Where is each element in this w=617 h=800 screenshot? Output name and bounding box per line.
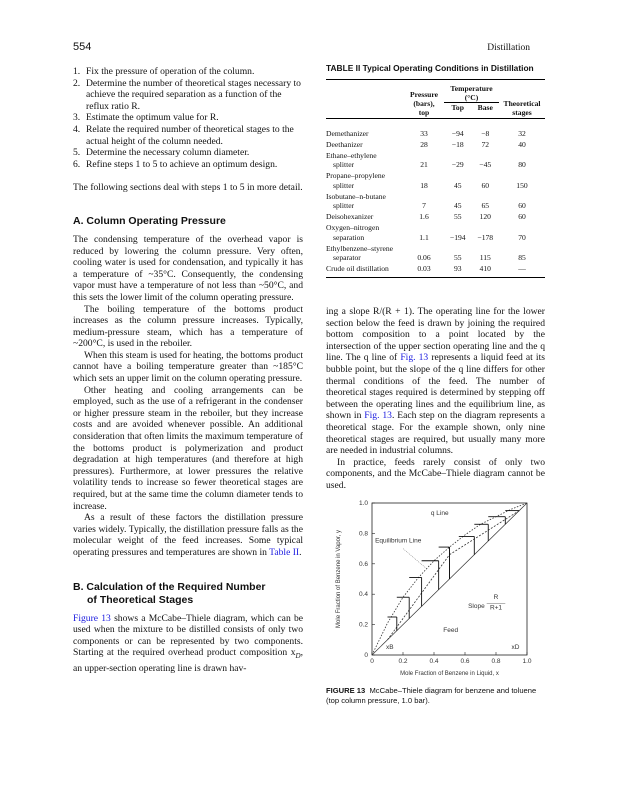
paragraph: When this steam is used for heating, the bottoms product cannot have a boiling temperature greater than ~185°C which sets an upper limit on the column operating pressure. xyxy=(73,349,303,385)
table-row: Ethane–ethylene splitter 21 −29 −45 80 xyxy=(326,151,526,170)
svg-text:0.2: 0.2 xyxy=(398,658,408,665)
col-base: Base xyxy=(477,103,493,113)
list-item: 1. Fix the pressure of operation of the column. xyxy=(73,66,255,77)
svg-text:0.4: 0.4 xyxy=(429,658,439,665)
svg-text:0.8: 0.8 xyxy=(491,658,501,665)
right-column xyxy=(326,306,545,492)
col-pressure: Pressure (bars), top xyxy=(410,90,438,118)
mccabe-thiele-chart xyxy=(330,497,550,677)
figure-13-link[interactable]: Fig. 13 xyxy=(400,352,429,364)
operating-conditions-table xyxy=(326,79,545,278)
table-row: Crude oil distillation 0.03 93 410 — xyxy=(326,262,545,278)
list-item: 4. Relate the required number of theoretical stages to the actual height of the column needed. xyxy=(73,123,294,147)
table-ii-link[interactable]: Table II xyxy=(269,546,300,558)
list-item: 6. Refine steps 1 to 5 to achieve an optimum design. xyxy=(73,158,278,170)
list-item: 5. Determine the necessary column diameter. xyxy=(73,147,250,159)
svg-text:0: 0 xyxy=(370,658,374,665)
table-row: Deethanizer 28 −18 72 40 xyxy=(326,139,526,149)
table-row: Deisohexanizer 1.6 55 120 60 xyxy=(326,212,526,222)
paragraph: As a result of these factors the distillation pressure varies widely. Typically, the distillation pressure falls as the molecular weight of the feed increases. Some typical operating pressures and temperatures are shown in Table II. xyxy=(73,512,303,558)
table-body xyxy=(326,127,545,278)
svg-text:0.8: 0.8 xyxy=(358,530,368,538)
svg-text:R+1: R+1 xyxy=(489,604,503,612)
svg-text:Equilibrium Line: Equilibrium Line xyxy=(375,537,422,545)
svg-text:Slope: Slope xyxy=(468,602,485,610)
svg-text:0.6: 0.6 xyxy=(358,560,368,568)
page-number: 554 xyxy=(73,41,92,53)
svg-text:0.6: 0.6 xyxy=(460,658,470,665)
paragraph: ing a slope R/(R + 1). The operating line for the lower section below the feed is drawn by joining the required bottom composition to a point located by the intersection of the upper section operating line and the q line. The q line of Fig. 13 represents a liquid feed at its bubble point, but the slope of the q line differs for other thermal conditions of the feed. The number of theoretical stages required is determined by stepping off between the operating lines and the equilibrium line, as shown in Fig. 13. Each step on the diagram represents a theoretical stage. For the example shown, only nine theoretical stages are required, but usually many more are needed in industrial columns. xyxy=(326,306,545,457)
table-row: Demethanizer 33 −94 −8 32 xyxy=(326,128,526,138)
running-head: Distillation xyxy=(487,43,530,53)
svg-text:xB: xB xyxy=(385,643,394,651)
paragraph: The boiling temperature of the bottoms product increases as the column pressure increases. Typically, medium-pressure steam, which has a temperature of ~200°C, is used in the reboiler. xyxy=(73,303,303,350)
intro-paragraph: The following sections deal with steps 1 to 5 in more detail. xyxy=(73,182,303,194)
figure-caption: FIGURE 13 McCabe–Thiele diagram for benzene and toluene (top column pressure, 1.0 bar). xyxy=(326,686,537,705)
col-temperature: Temperature (°C) xyxy=(444,80,499,103)
svg-text:R: R xyxy=(493,593,499,601)
col-stages: Theoretical stages xyxy=(503,99,541,118)
figure-13-link[interactable]: Fig. 13 xyxy=(364,410,392,422)
table-row: Ethylbenzene–styrene separator 0.06 55 115 85 xyxy=(326,243,526,263)
table-row: Propane–propylene splitter 18 45 60 150 xyxy=(326,171,528,190)
svg-text:0.4: 0.4 xyxy=(358,591,368,599)
section-a-heading: A. Column Operating Pressure xyxy=(73,214,226,227)
paragraph: The condensing temperature of the overhead vapor is reduced by lowering the column pressure. Very often, cooling water is used for condensation, and typically it has a temperature of ~35°C. Consequently, the condensing vapor must have a temperature of not less than ~50°C, and this sets the lower limit of the column operating pressure. xyxy=(73,233,303,303)
svg-text:0.2: 0.2 xyxy=(358,621,368,629)
svg-text:Feed: Feed xyxy=(443,627,459,635)
svg-text:Mole Fraction of Benzene in Li: Mole Fraction of Benzene in Liquid, x xyxy=(400,671,499,677)
paragraph: Other heating and cooling arrangements can be employed, such as the use of a refrigerant in the condenser or higher pressure steam in the reboiler, but they increase costs and are avoided whenever possible. An additional consideration that often limits the maximum temperature of the bottoms product is polymerization and product degradation at high temperatures (and therefore at high pressures). Furthermore, at lower pressures the relative volatility tends to increase so fewer theoretical stages are required, but at the same time the column diameter tends to increase. xyxy=(73,384,303,512)
section-b-heading: B. Calculation of the Required Number of Theoretical Stages xyxy=(73,580,266,606)
svg-text:xD: xD xyxy=(511,643,520,651)
table-title: TABLE II Typical Operating Conditions in Distillation xyxy=(326,63,534,73)
design-steps-list xyxy=(73,66,303,170)
col-top: Top xyxy=(451,103,464,113)
svg-text:Mole Fraction of Benzene in Va: Mole Fraction of Benzene in Vapor, y xyxy=(336,530,342,628)
svg-text:0: 0 xyxy=(364,652,368,659)
table-row: Oxygen–nitrogen separation 1.1 −194 −178 70 xyxy=(326,223,526,242)
svg-text:1.0: 1.0 xyxy=(358,500,368,507)
paragraph: Figure 13 shows a McCabe–Thiele diagram, which can be used when the mixture to be distilled consists of only two components or can be represented by two components. Starting at the required overhead product composition $x_D$, an upper-section operating line is drawn hav- xyxy=(73,612,304,674)
figure-13-link[interactable]: Figure 13 xyxy=(73,612,111,624)
left-column xyxy=(73,66,303,674)
table-row: Isobutane–n-butane splitter 7 45 65 60 xyxy=(326,191,526,211)
paragraph: In practice, feeds rarely consist of only two components, and the McCabe–Thiele diagram cannot be used. xyxy=(326,456,545,491)
list-item: 3. Estimate the optimum value for R. xyxy=(73,112,219,124)
list-item: 2. Determine the number of theoretical stages necessary to achieve the required separation as a function of the reflux ratio R. xyxy=(73,77,301,112)
svg-text:q Line: q Line xyxy=(430,510,449,518)
svg-text:1.0: 1.0 xyxy=(522,658,532,665)
